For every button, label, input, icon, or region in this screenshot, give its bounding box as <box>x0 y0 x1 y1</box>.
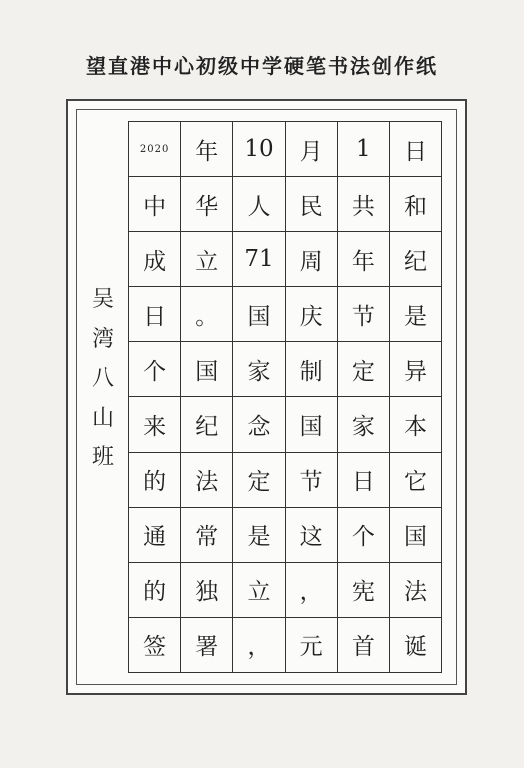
author-column <box>88 289 118 469</box>
grid-cell: 这 <box>286 508 338 563</box>
grid-cell: 国 <box>286 397 338 452</box>
page-title: 望直港中心初级中学硬笔书法创作纸 <box>86 54 438 78</box>
grid-cell: 法 <box>390 563 442 618</box>
grid-cell: 日 <box>390 122 442 177</box>
grid-cell: 定 <box>338 342 390 397</box>
grid-cell: 年 <box>338 232 390 287</box>
grid-cell: 它 <box>390 453 442 508</box>
grid-cell: 国 <box>233 287 285 342</box>
grid-cell: 年 <box>181 122 233 177</box>
grid-cell: 诞 <box>390 618 442 673</box>
grid-cell: 71 <box>233 232 285 287</box>
grid-cell: 来 <box>129 397 181 452</box>
author-char: 八 <box>91 366 114 391</box>
grid-cell: ， <box>286 563 338 618</box>
grid-cell: 10 <box>233 122 285 177</box>
grid-cell: 宪 <box>338 563 390 618</box>
character-grid <box>128 121 442 673</box>
grid-cell: 是 <box>233 508 285 563</box>
grid-cell: 中 <box>129 177 181 232</box>
grid-cell: 1 <box>338 122 390 177</box>
grid-cell: 共 <box>338 177 390 232</box>
grid-cell: 家 <box>338 397 390 452</box>
grid-cell: 周 <box>286 232 338 287</box>
grid-cell: 月 <box>286 122 338 177</box>
grid-cell: 节 <box>338 287 390 342</box>
grid-cell: 独 <box>181 563 233 618</box>
author-char: 湾 <box>91 326 114 352</box>
grid-cell: 成 <box>129 232 181 287</box>
grid-cell: 制 <box>286 342 338 397</box>
grid-cell: 个 <box>129 342 181 397</box>
grid-cell: 立 <box>233 563 285 618</box>
grid-cell: 日 <box>338 453 390 508</box>
grid-cell: 法 <box>181 453 233 508</box>
grid-cell: 念 <box>233 397 285 452</box>
grid-cell: 签 <box>129 618 181 673</box>
grid-cell: 纪 <box>390 232 442 287</box>
grid-cell: 民 <box>286 177 338 232</box>
grid-cell: 异 <box>390 342 442 397</box>
grid-cell: 人 <box>233 177 285 232</box>
grid-cell: 国 <box>390 508 442 563</box>
grid-cell: 首 <box>338 618 390 673</box>
grid-cell: 定 <box>233 453 285 508</box>
grid-cell: 2020 <box>129 122 181 177</box>
grid-cell: 庆 <box>286 287 338 342</box>
grid-cell: 本 <box>390 397 442 452</box>
grid-cell: 的 <box>129 563 181 618</box>
grid-cell: 署 <box>181 618 233 673</box>
grid-cell: ， <box>233 618 285 673</box>
grid-cell: 的 <box>129 453 181 508</box>
grid-cell: 日 <box>129 287 181 342</box>
author-char: 班 <box>91 445 114 470</box>
grid-cell: 通 <box>129 508 181 563</box>
grid-cell: 国 <box>181 342 233 397</box>
grid-cell: 立 <box>181 232 233 287</box>
grid-cell: 华 <box>181 177 233 232</box>
author-char: 山 <box>91 405 114 431</box>
grid-cell: 常 <box>181 508 233 563</box>
grid-cell: 个 <box>338 508 390 563</box>
grid-cell: 元 <box>286 618 338 673</box>
author-char: 吴 <box>91 287 114 312</box>
grid-cell: 纪 <box>181 397 233 452</box>
grid-cell: 和 <box>390 177 442 232</box>
grid-cell: 节 <box>286 453 338 508</box>
grid-cell: 家 <box>233 342 285 397</box>
grid-cell: 是 <box>390 287 442 342</box>
grid-cell: 。 <box>181 287 233 342</box>
